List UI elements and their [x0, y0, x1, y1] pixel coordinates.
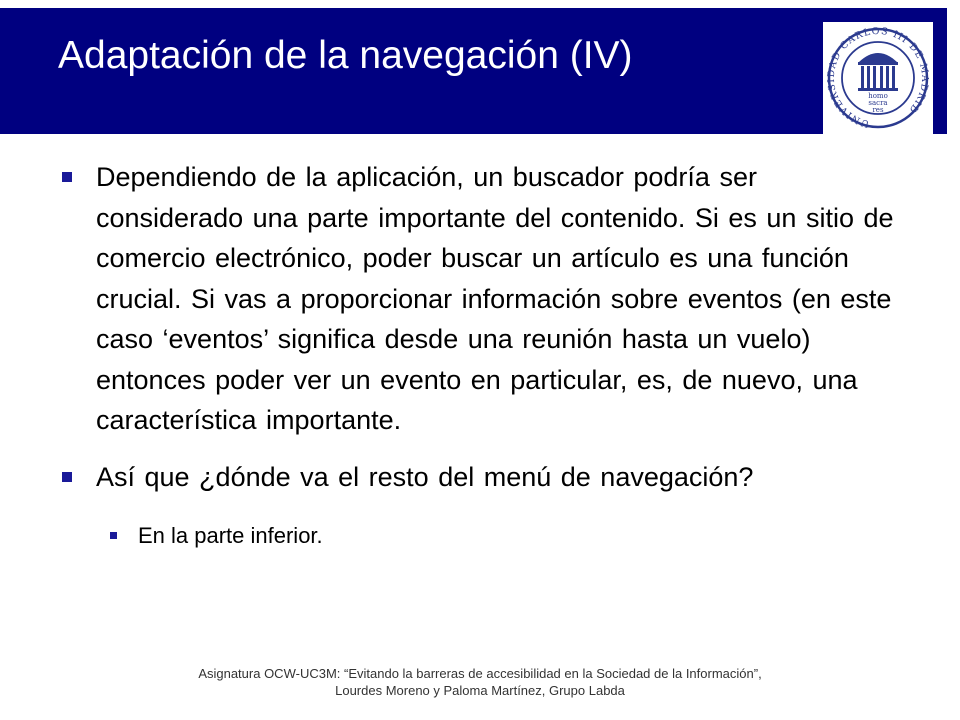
square-bullet-icon	[62, 472, 72, 482]
bullet-item	[60, 157, 910, 441]
seal-motto-2: sacra	[868, 99, 888, 107]
bullet-text: Dependiendo de la aplicación, un buscador podría ser considerado una parte importante del contenido. Si es un sitio de comercio electrónico, poder buscar un artículo es una función crucial. Si vas a proporcionar información sobre eventos (en este caso ‘eventos’ significa desde una reunión hasta un vuelo) entonces poder ver un evento en particular, es, de nuevo, una característica importante.	[96, 162, 894, 435]
universidad-carlos-iii-seal-icon	[823, 22, 933, 134]
sub-bullet-item	[60, 521, 910, 551]
sub-bullet-text: En la parte inferior.	[138, 523, 323, 548]
title-bar	[0, 8, 947, 134]
square-bullet-icon	[62, 172, 72, 182]
slide-footer	[0, 665, 960, 699]
seal-motto-1: homo	[868, 92, 888, 100]
slide-title: Adaptación de la navegación (IV)	[58, 34, 633, 77]
footer-line-course: Asignatura OCW-UC3M: “Evitando la barreras de accesibilidad en la Sociedad de la Información”,	[198, 666, 762, 681]
small-square-bullet-icon	[110, 532, 117, 539]
slide-content	[60, 157, 910, 551]
bullet-item	[60, 457, 910, 498]
university-logo	[823, 22, 933, 134]
footer-line-authors: Lourdes Moreno y Paloma Martínez, Grupo Labda	[335, 683, 625, 698]
seal-motto-3: res	[872, 106, 884, 114]
bullet-text: Así que ¿dónde va el resto del menú de navegación?	[96, 461, 754, 492]
seal-ring-text: UNIVERSIDAD CARLOS III DE MADRID	[825, 25, 931, 130]
